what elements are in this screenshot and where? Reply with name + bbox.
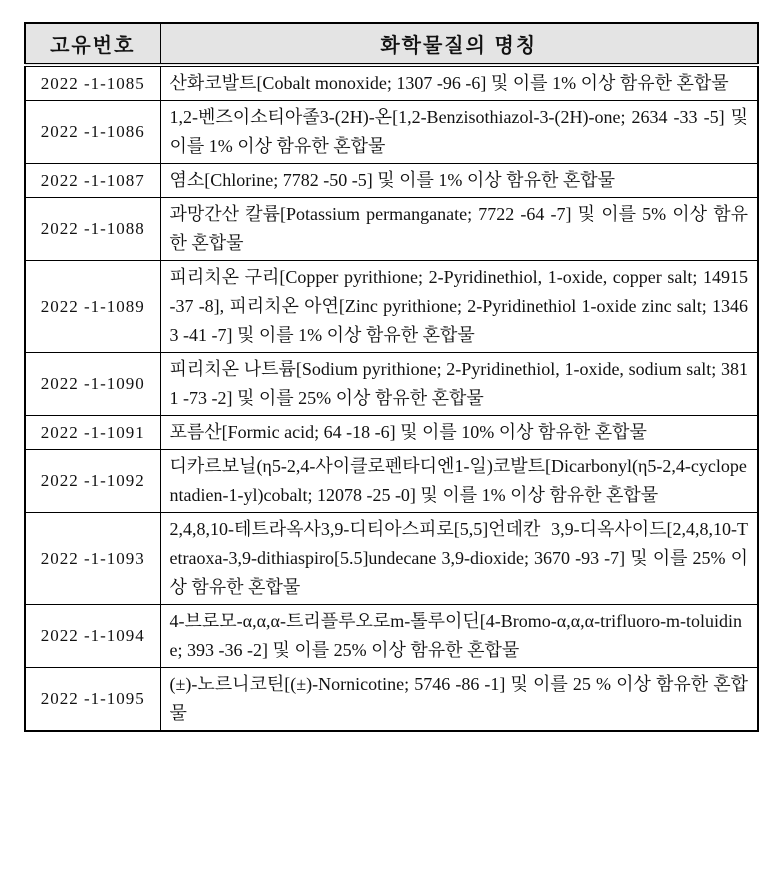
table-row (25, 513, 758, 605)
substance-id-cell: 2022 -1-1091 (25, 416, 160, 450)
substance-name-cell: 4-브로모-α,α,α-트리플루오로m-톨루이딘[4-Bromo-α,α,α-trifluoro-m-toluidine; 393 -36 -2] 및 이를 25% 이상 함유한 혼합물 (160, 605, 758, 668)
substance-id-cell: 2022 -1-1085 (25, 65, 160, 101)
substance-id-cell: 2022 -1-1092 (25, 450, 160, 513)
substance-id-cell: 2022 -1-1088 (25, 198, 160, 261)
table-row (25, 416, 758, 450)
table-row (25, 261, 758, 353)
table-row (25, 353, 758, 416)
column-header-name: 화학물질의 명칭 (160, 23, 758, 65)
substance-name-cell: 1,2-벤즈이소티아졸3-(2H)-온[1,2-Benzisothiazol-3-(2H)-one; 2634 -33 -5] 및 이를 1% 이상 함유한 혼합물 (160, 101, 758, 164)
table-body (25, 65, 758, 731)
substance-id-cell: 2022 -1-1090 (25, 353, 160, 416)
chemical-substances-table (24, 22, 759, 732)
table-row (25, 164, 758, 198)
substance-name-cell: 피리치온 구리[Copper pyrithione; 2-Pyridinethiol, 1-oxide, copper salt; 14915 -37 -8], 피리치온 아연[Zinc pyrithione; 2-Pyridinethiol 1-oxide zinc salt; 13463 -41 -7] 및 이를 1% 이상 함유한 혼합물 (160, 261, 758, 353)
substance-name-cell: 디카르보닐(η5-2,4-사이클로펜타디엔1-일)코발트[Dicarbonyl(η5-2,4-cyclopentadien-1-yl)cobalt; 12078 -25 -0] 및 이를 1% 이상 함유한 혼합물 (160, 450, 758, 513)
table-row (25, 450, 758, 513)
substance-id-cell: 2022 -1-1086 (25, 101, 160, 164)
table-header-row (25, 23, 758, 65)
substance-name-cell: (±)-노르니코틴[(±)-Nornicotine; 5746 -86 -1] 및 이를 25 % 이상 함유한 혼합물 (160, 668, 758, 732)
table-row (25, 198, 758, 261)
substance-name-cell: 산화코발트[Cobalt monoxide; 1307 -96 -6] 및 이를 1% 이상 함유한 혼합물 (160, 65, 758, 101)
substance-name-cell: 과망간산 칼륨[Potassium permanganate; 7722 -64 -7] 및 이를 5% 이상 함유한 혼합물 (160, 198, 758, 261)
table-row (25, 668, 758, 732)
substance-id-cell: 2022 -1-1094 (25, 605, 160, 668)
substance-name-cell: 2,4,8,10-테트라옥사3,9-디티아스피로[5,5]언데칸 3,9-디옥사이드[2,4,8,10-Tetraoxa-3,9-dithiaspiro[5.5]undecane 3,9-dioxide; 3670 -93 -7] 및 이를 25% 이상 함유한 혼합물 (160, 513, 758, 605)
table-row (25, 605, 758, 668)
substance-id-cell: 2022 -1-1095 (25, 668, 160, 732)
table-row (25, 101, 758, 164)
substance-name-cell: 피리치온 나트륨[Sodium pyrithione; 2-Pyridinethiol, 1-oxide, sodium salt; 3811 -73 -2] 및 이를 25% 이상 함유한 혼합물 (160, 353, 758, 416)
substance-name-cell: 포름산[Formic acid; 64 -18 -6] 및 이를 10% 이상 함유한 혼합물 (160, 416, 758, 450)
column-header-id: 고유번호 (25, 23, 160, 65)
substance-id-cell: 2022 -1-1093 (25, 513, 160, 605)
substance-id-cell: 2022 -1-1087 (25, 164, 160, 198)
substance-id-cell: 2022 -1-1089 (25, 261, 160, 353)
substance-name-cell: 염소[Chlorine; 7782 -50 -5] 및 이를 1% 이상 함유한 혼합물 (160, 164, 758, 198)
table-row (25, 65, 758, 101)
